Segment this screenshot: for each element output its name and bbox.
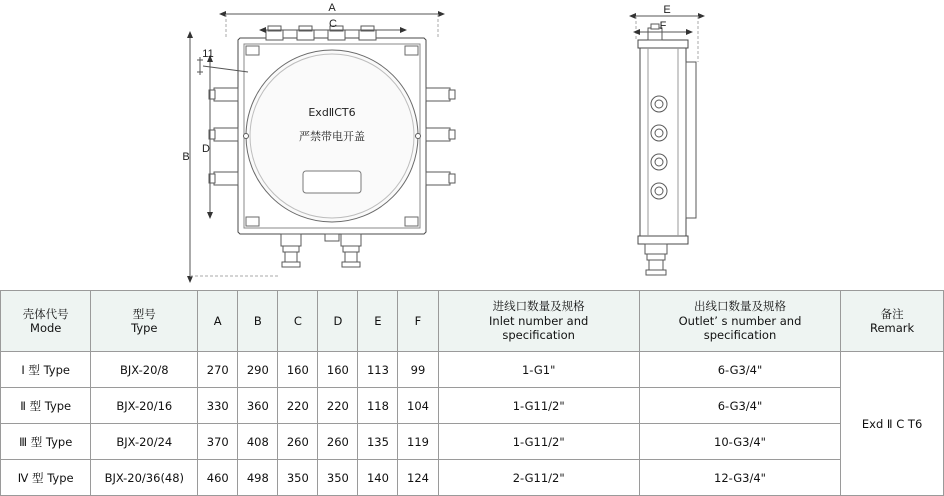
cell-d: 260 bbox=[318, 424, 358, 460]
cell-inlet: 1-G1" bbox=[438, 352, 639, 388]
cell-type: BJX-20/36(48) bbox=[91, 460, 198, 496]
header-a: A bbox=[198, 291, 238, 352]
dim-label-e: E bbox=[663, 4, 671, 16]
header-b: B bbox=[238, 291, 278, 352]
cell-mode: Ⅰ 型 Type bbox=[1, 352, 91, 388]
dim-label-d: D bbox=[202, 143, 210, 155]
cell-b: 408 bbox=[238, 424, 278, 460]
cell-remark: Exd Ⅱ C T6 bbox=[841, 352, 944, 496]
cell-outlet: 10-G3/4" bbox=[639, 424, 840, 460]
cell-a: 270 bbox=[198, 352, 238, 388]
cell-inlet: 1-G11/2" bbox=[438, 424, 639, 460]
header-outlet-cn: 出线口数量及规格 bbox=[693, 299, 786, 314]
cell-f: 104 bbox=[398, 388, 438, 424]
cell-f: 99 bbox=[398, 352, 438, 388]
cell-type: BJX-20/16 bbox=[91, 388, 198, 424]
cell-outlet: 12-G3/4" bbox=[639, 460, 840, 496]
cell-e: 113 bbox=[358, 352, 398, 388]
cell-mode: Ⅱ 型 Type bbox=[1, 388, 91, 424]
specification-table bbox=[0, 290, 944, 496]
cell-e: 135 bbox=[358, 424, 398, 460]
dim-label-c: C bbox=[329, 18, 337, 30]
header-c: C bbox=[278, 291, 318, 352]
header-outlet-en2: specification bbox=[703, 328, 777, 343]
header-mode bbox=[1, 291, 91, 352]
cell-b: 360 bbox=[238, 388, 278, 424]
cover-marking-line2: 严禁带电开盖 bbox=[299, 130, 365, 143]
cell-a: 330 bbox=[198, 388, 238, 424]
cell-c: 160 bbox=[278, 352, 318, 388]
cell-b: 290 bbox=[238, 352, 278, 388]
cell-outlet: 6-G3/4" bbox=[639, 388, 840, 424]
cell-mode: Ⅳ 型 Type bbox=[1, 460, 91, 496]
header-inlet-en1: Inlet number and bbox=[489, 313, 589, 328]
cell-inlet: 1-G11/2" bbox=[438, 388, 639, 424]
header-type-en: Type bbox=[131, 321, 158, 335]
table-row bbox=[1, 460, 944, 496]
header-outlet bbox=[639, 291, 840, 352]
header-inlet bbox=[438, 291, 639, 352]
cell-d: 160 bbox=[318, 352, 358, 388]
cell-c: 260 bbox=[278, 424, 318, 460]
header-remark-en: Remark bbox=[869, 321, 915, 335]
dim-label-f: F bbox=[659, 20, 667, 32]
header-f: F bbox=[398, 291, 438, 352]
table-header-row bbox=[1, 291, 944, 352]
dim-label-thickness: 11 bbox=[202, 48, 214, 60]
header-remark-cn: 备注 bbox=[880, 306, 904, 321]
header-type bbox=[91, 291, 198, 352]
cell-c: 220 bbox=[278, 388, 318, 424]
cell-inlet: 2-G11/2" bbox=[438, 460, 639, 496]
header-mode-en: Mode bbox=[30, 321, 62, 335]
cell-c: 350 bbox=[278, 460, 318, 496]
header-type-cn: 型号 bbox=[132, 306, 156, 321]
cell-d: 220 bbox=[318, 388, 358, 424]
cell-e: 118 bbox=[358, 388, 398, 424]
dim-label-b: B bbox=[182, 151, 190, 163]
header-d: D bbox=[318, 291, 358, 352]
cell-b: 498 bbox=[238, 460, 278, 496]
header-inlet-cn: 进线口数量及规格 bbox=[492, 299, 585, 314]
dim-label-a: A bbox=[328, 2, 336, 14]
cell-outlet: 6-G3/4" bbox=[639, 352, 840, 388]
cover-marking-line1: ExdⅡCT6 bbox=[308, 106, 356, 119]
table-row bbox=[1, 352, 944, 388]
cell-mode: Ⅲ 型 Type bbox=[1, 424, 91, 460]
cell-f: 119 bbox=[398, 424, 438, 460]
header-mode-cn: 壳体代号 bbox=[22, 306, 69, 321]
cell-a: 460 bbox=[198, 460, 238, 496]
table-row bbox=[1, 388, 944, 424]
cell-e: 140 bbox=[358, 460, 398, 496]
cell-type: BJX-20/24 bbox=[91, 424, 198, 460]
table-row bbox=[1, 424, 944, 460]
cell-a: 370 bbox=[198, 424, 238, 460]
cell-d: 350 bbox=[318, 460, 358, 496]
header-outlet-en1: Outlet’ s number and bbox=[678, 313, 802, 328]
cell-type: BJX-20/8 bbox=[91, 352, 198, 388]
cell-f: 124 bbox=[398, 460, 438, 496]
header-remark bbox=[841, 291, 944, 352]
header-e: E bbox=[358, 291, 398, 352]
header-inlet-en2: specification bbox=[502, 328, 575, 343]
